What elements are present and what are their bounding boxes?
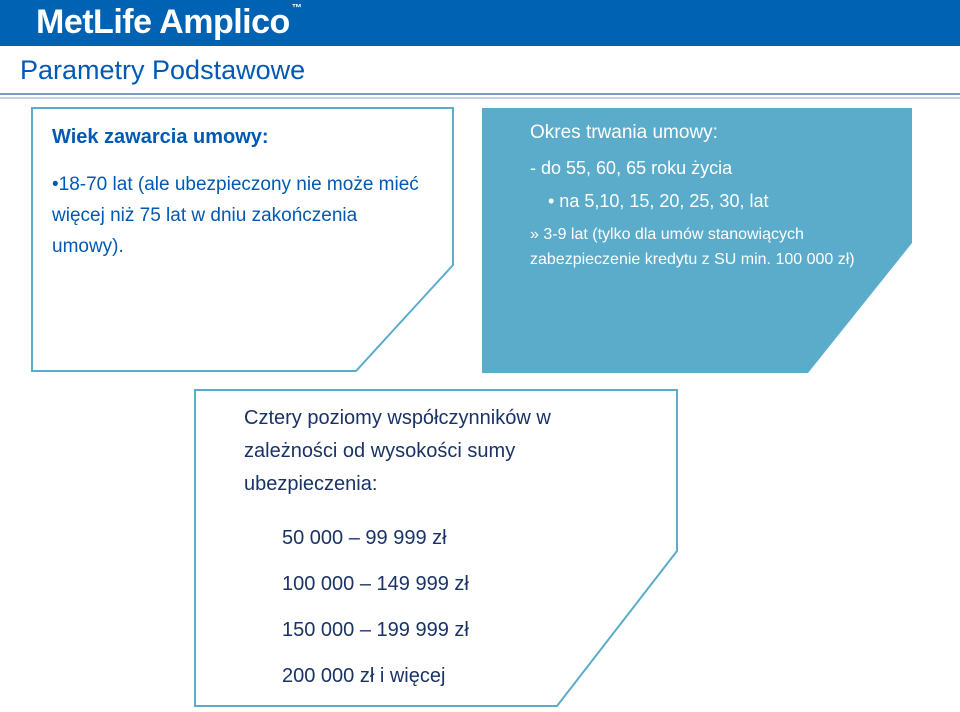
coeff-range: 150 000 – 199 999 zł	[282, 619, 469, 641]
age-heading: Wiek zawarcia umowy:	[52, 126, 269, 148]
coeff-range: 100 000 – 149 999 zł	[282, 573, 469, 595]
duration-heading: Okres trwania umowy:	[530, 122, 718, 143]
age-box	[52, 126, 422, 262]
duration-line-age: - do 55, 60, 65 roku życia	[530, 158, 733, 178]
duration-line-years: • na 5,10, 15, 20, 25, 30, lat	[548, 191, 769, 211]
duration-box	[530, 122, 900, 272]
coeff-range: 50 000 – 99 999 zł	[282, 527, 447, 549]
coeff-box	[244, 402, 644, 699]
coeff-range: 200 000 zł i więcej	[282, 665, 446, 687]
logo-text: MetLife Amplico	[36, 3, 290, 41]
duration-line-short: » 3-9 lat (tylko dla umów stanowiących zabezpieczenie kredytu z SU min. 100 000 zł)	[530, 226, 855, 268]
age-text: •18-70 lat (ale ubezpieczony nie może mieć więcej niż 75 lat w dniu zakończenia umowy).	[52, 174, 419, 257]
page-title: Parametry Podstawowe	[20, 55, 306, 85]
logo-trademark: ™	[291, 3, 302, 14]
coeff-intro: Cztery poziomy współczynników w zależności od wysokości sumy ubezpieczenia:	[244, 407, 551, 495]
